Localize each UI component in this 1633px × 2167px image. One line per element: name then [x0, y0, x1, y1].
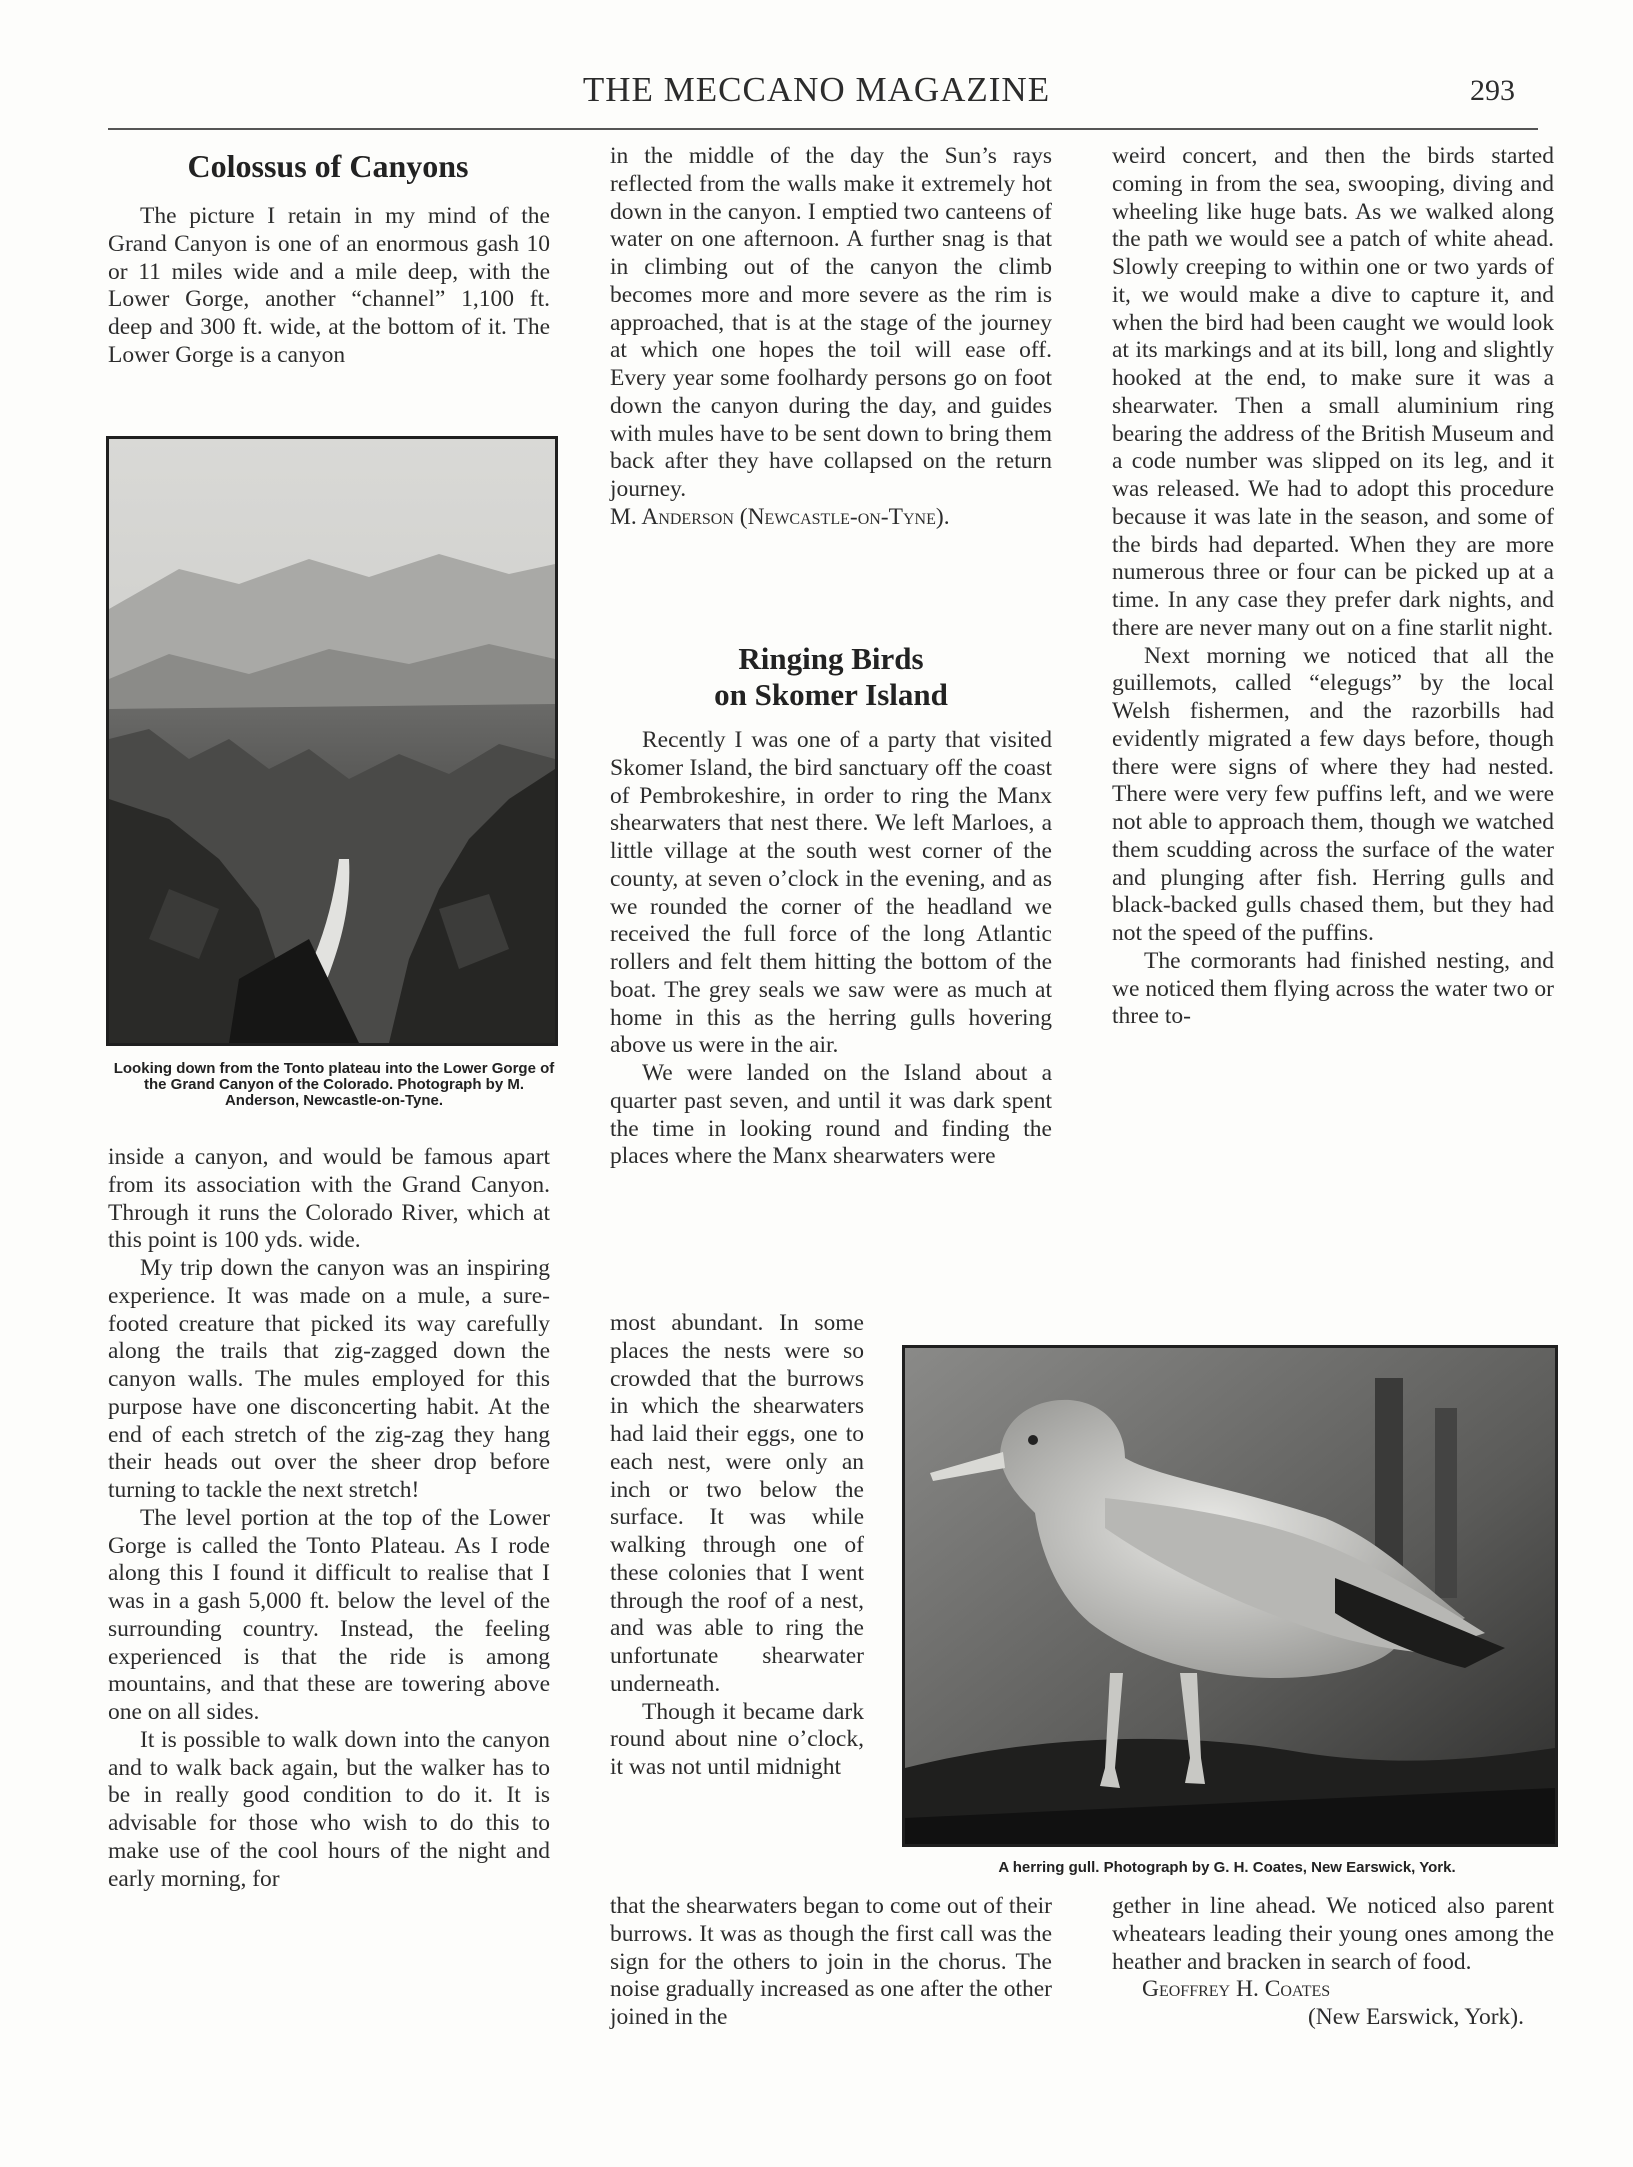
- canyon-photo: [106, 436, 558, 1046]
- column-1-bottom-text: [108, 1144, 550, 1893]
- column-3-text: [1112, 143, 1554, 1031]
- herring-gull-photo: [902, 1345, 1558, 1847]
- article-title-ringing-birds: [610, 641, 1052, 713]
- title-line-1: Ringing Birds: [738, 641, 924, 676]
- paragraph: The picture I retain in my mind of the Grand Canyon is one of an enormous gash 10 or 11 miles wide and a mile deep, with the Lower Gorge, another “channel” 1,100 ft. deep and 300 ft. wide, at the bottom of it. The Lower Gorge is a canyon: [108, 203, 550, 368]
- paragraph: My trip down the canyon was an inspiring experience. It was made on a mule, a sure-footed creature that picked its way carefully along the trails that zig-zagged down the canyon walls. The mules employed for this purpose have one disconcerting habit. At the end of each stretch of the zig-zag they hang their heads out over the sheer drop before turning to tackle the next stretch!: [108, 1255, 550, 1503]
- paragraph: We were landed on the Island about a quarter past seven, and until it was dark spent the time in looking round and finding the places where the Manx shearwaters were: [610, 1060, 1052, 1170]
- paragraph: inside a canyon, and would be famous apart from its association with the Grand Canyon. Through it runs the Colorado River, which at this point is 100 yds. wide.: [108, 1144, 550, 1254]
- column-2-top-text: [610, 143, 1052, 532]
- paragraph: gether in line ahead. We noticed also parent wheatears leading their young ones among the heather and bracken in search of food.: [1112, 1893, 1554, 1975]
- herring-gull-caption: A herring gull. Photograph by G. H. Coates, New Earswick, York.: [998, 1859, 1456, 1876]
- paragraph: in the middle of the day the Sun’s rays reflected from the walls make it extremely hot down in the canyon. I emptied two canteens of water on one afternoon. A further snag is that in climbing out of the canyon the climb becomes more and more severe as the rim is approached, that is at the stage of the journey at which one hopes the toil will ease off. Every year some foolhardy persons go on foot down the canyon during the day, and guides with mules have to be sent down to bring them back after they have collapsed on the return journey.: [610, 143, 1052, 502]
- magazine-title: THE MECCANO MAGAZINE: [582, 70, 1051, 109]
- header-rule: [108, 128, 1538, 130]
- paragraph: Recently I was one of a party that visited Skomer Island, the bird sanctuary off the coast of Pembrokeshire, in order to ring the Manx shearwaters that nest there. We left Marloes, a little village at the south west corner of the county, at seven o’clock in the evening, and as we rounded the corner of the headland we received the full force of the long Atlantic rollers and felt them hitting the bottom of the boat. The grey seals we saw were as much at home in this as the herring gulls hovering above us were in the air.: [610, 727, 1052, 1059]
- article-title-colossus: Colossus of Canyons: [187, 148, 469, 184]
- paragraph: The level portion at the top of the Lower Gorge is called the Tonto Plateau. As I rode along this I found it difficult to realise that I was in a gash 5,000 ft. below the level of the surrounding country. Instead, the feeling experienced is that the ride is among mountains, and that these are towering above one on all sides.: [108, 1504, 550, 1725]
- column-2-bottom-text: [610, 1893, 1052, 2032]
- paragraph: The cormorants had finished nesting, and we noticed them flying across the water two or three to-: [1112, 947, 1554, 1030]
- page-number: 293: [1470, 74, 1515, 107]
- column-3-bottom-text: [1112, 1893, 1554, 2032]
- paragraph: Next morning we noticed that all the guillemots, called “elegugs” by the local Welsh fishermen, and the razorbills had evidently migrated a few days before, though there were signs of where they had nested. There were very few puffins left, and we were not able to approach them, though we watched them scudding across the surface of the water and plunging after fish. Herring gulls and black-backed gulls chased them, but they had not the speed of the puffins.: [1112, 642, 1554, 946]
- byline-coates-name: Geoffrey H. Coates: [1142, 1976, 1331, 2003]
- paragraph: most abundant. In some places the nests were so crowded that the burrows in which the shearwaters had laid their eggs, one to each nest, were only an inch or two below the surface. It was while walking through one of these colonies that I went through the roof of a nest, and was able to ring the unfortunate shearwater underneath.: [610, 1310, 864, 1697]
- canyon-photo-caption: Looking down from the Tonto plateau into the Lower Gorge of the Grand Canyon of the Colorado. Photograph by M. Anderson, Newcastle-on-Tyne.: [113, 1060, 555, 1109]
- column-1-top-text: [108, 203, 550, 370]
- paragraph: It is possible to walk down into the canyon and to walk back again, but the walker has to be in really good condition to do it. It is advisable for those who wish to do this to make use of the cool hours of the night and early morning, for: [108, 1726, 550, 1892]
- byline-anderson: M. Anderson (Newcastle-on-Tyne).: [610, 503, 950, 530]
- column-2-middle-text: [610, 727, 1052, 1171]
- paragraph: that the shearwaters began to come out of their burrows. It was as though the first call was the sign for the others to join in the chorus. The noise gradually increased as one after the other joined in the: [610, 1893, 1052, 2030]
- paragraph: weird concert, and then the birds started coming in from the sea, swooping, diving and wheeling like huge bats. As we walked along the path we would see a patch of white ahead. Slowly creeping to within one or two yards of it, we would make a dive to capture it, and when the bird had been caught we would look at its markings and at its bill, long and slightly hooked at the end, to make sure it was a shearwater. Then a small aluminium ring bearing the address of the British Museum and a code number was slipped on its leg, and it was released. We had to adopt this procedure because it was late in the season, and some of the birds had departed. When they are more numerous three or four can be picked up at a time. In any case they prefer dark nights, and there are never many out on a fine starlit night.: [1112, 143, 1554, 641]
- title-line-2: on Skomer Island: [714, 677, 948, 712]
- column-2-narrow-text: [610, 1310, 864, 1782]
- paragraph: Though it became dark round about nine o’clock, it was not until midnight: [610, 1698, 864, 1780]
- byline-coates-place: (New Earswick, York).: [1307, 2004, 1524, 2030]
